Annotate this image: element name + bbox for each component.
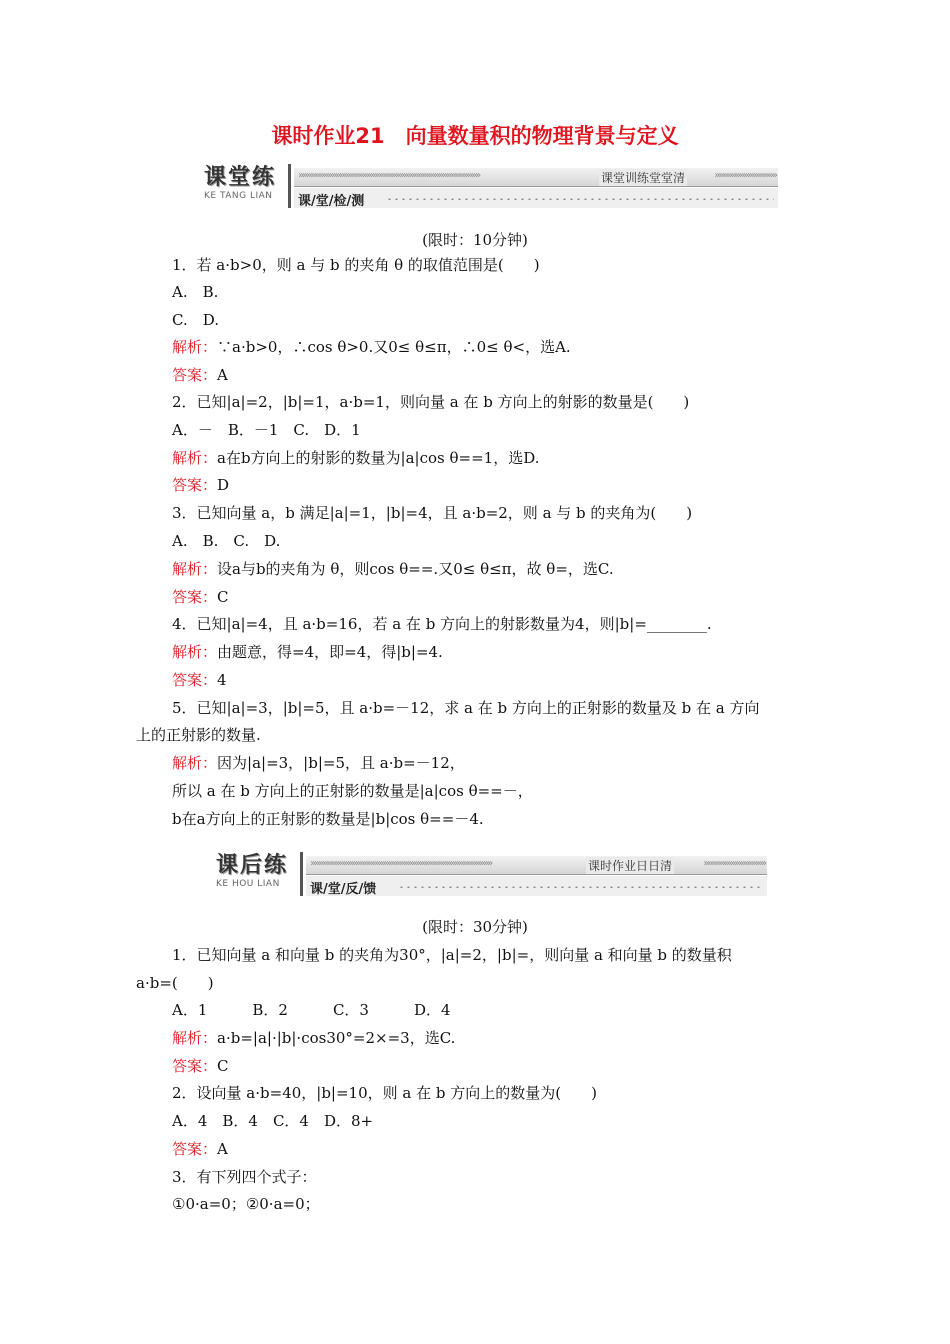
banner-logo-pinyin: KE TANG LIAN	[204, 191, 273, 201]
analysis-text: a在b方向上的射影的数量为|a|cos θ==1，选D.	[217, 449, 540, 467]
answer-text: C	[217, 1057, 229, 1075]
analysis-text: 因为|a|=3，|b|=5，且 a·b=－12，	[217, 754, 465, 772]
banner-logo	[200, 160, 288, 210]
options-line: C. D.	[172, 311, 219, 329]
question-line: 5．已知|a|=3，|b|=5，且 a·b=－12，求 a 在 b 方向上的正射影的数量及 b 在 a 方向	[172, 699, 760, 717]
question-line: 1．已知向量 a 和向量 b 的夹角为30°，|a|=2，|b|=，则向量 a 和向量 b 的数量积	[172, 946, 732, 964]
banner-logo-pinyin: KE HOU LIAN	[216, 879, 280, 889]
analysis-line	[172, 1028, 455, 1048]
banner-bottom-bar	[294, 188, 778, 208]
answer-label: 答案：	[172, 671, 218, 689]
analysis-label: 解析：	[172, 338, 218, 356]
analysis-line	[172, 559, 614, 579]
answer-label: 答案：	[172, 588, 218, 606]
banner-divider	[288, 164, 291, 208]
answer-line	[172, 670, 227, 690]
answer-text: C	[217, 588, 229, 606]
analysis-text: a·b=|a|·|b|·cos30°=2×=3，选C.	[217, 1029, 456, 1047]
analysis-label: 解析：	[172, 449, 218, 467]
options-line: A．－ B．－1 C. D．1	[172, 421, 361, 439]
banner-bottom-bar	[306, 876, 767, 896]
analysis-line	[172, 448, 539, 468]
question-line: 上的正射影的数量.	[136, 726, 261, 744]
banner-label: 课/堂/反/馈	[310, 882, 377, 897]
question-line: 2．已知|a|=2，|b|=1，a·b=1，则向量 a 在 b 方向上的射影的数量是( )	[172, 393, 690, 411]
analysis-label: 解析：	[172, 1029, 218, 1047]
answer-line	[172, 587, 229, 607]
banner-label: 课/堂/检/测	[298, 194, 365, 209]
section-banner-after-class	[212, 848, 767, 898]
analysis-label: 解析：	[172, 754, 218, 772]
banner-tagline: 课时作业日日清	[588, 859, 673, 873]
chevron-right-icon: »»»»»»»»»»»»»»»»»»»»»»»»»»»»»»»»»»»»»»»»»»»»	[310, 858, 492, 869]
options-line: A. B. C. D.	[172, 532, 281, 550]
answer-label: 答案：	[172, 1057, 218, 1075]
dotted-line	[386, 198, 774, 200]
answer-text: A	[217, 366, 228, 384]
analysis-line: b在a方向上的正射影的数量是|b|cos θ==－4.	[172, 810, 484, 828]
banner-tagline: 课堂训练堂堂清	[601, 171, 686, 185]
chevron-right-icon: »»»»»»»»»»»»»»»	[703, 858, 765, 869]
options-line: A. B.	[172, 283, 219, 301]
banner-logo-text: 课堂练	[204, 165, 277, 190]
question-line: 1．若 a·b>0，则 a 与 b 的夹角 θ 的取值范围是( )	[172, 256, 540, 274]
answer-text: D	[217, 476, 230, 494]
banner-top-bar	[306, 856, 767, 875]
analysis-text: ∵a·b>0，∴cos θ>0.又0≤ θ≤π，∴0≤ θ<，选A.	[217, 338, 571, 356]
analysis-line	[172, 337, 571, 357]
time-limit: (限时：10分钟)	[422, 231, 528, 249]
question-line: 4．已知|a|=4，且 a·b=16，若 a 在 b 方向上的射影数量为4，则|b|=________.	[172, 615, 712, 633]
answer-line	[172, 1139, 228, 1159]
question-line: ①0·a=0；②0·a=0；	[172, 1195, 320, 1213]
answer-line	[172, 365, 228, 385]
answer-text: 4	[217, 671, 227, 689]
analysis-line	[172, 642, 443, 662]
answer-text: A	[217, 1140, 228, 1158]
answer-label: 答案：	[172, 366, 218, 384]
dotted-line	[398, 886, 763, 888]
chevron-right-icon: »»»»»»»»»»»»»»»»»»»»»»»»»»»»»»»»»»»»»»»»»»»»	[298, 170, 480, 181]
options-line: A．4 B．4 C．4 D．8+	[172, 1112, 374, 1130]
answer-line	[172, 475, 229, 495]
question-line: 3．已知向量 a，b 满足|a|=1，|b|=4，且 a·b=2，则 a 与 b 的夹角为( )	[172, 504, 693, 522]
analysis-label: 解析：	[172, 560, 218, 578]
banner-divider	[300, 852, 303, 896]
question-line: a·b=( )	[136, 974, 214, 992]
answer-line	[172, 1056, 229, 1076]
options-line: A．1 B．2 C．3 D．4	[172, 1001, 451, 1019]
analysis-line	[172, 753, 465, 773]
answer-label: 答案：	[172, 476, 218, 494]
section-banner-in-class	[200, 160, 778, 210]
answer-label: 答案：	[172, 1140, 218, 1158]
analysis-text: 由题意，得=4，即=4，得|b|=4.	[217, 643, 443, 661]
chevron-right-icon: »»»»»»»»»»»»»»»	[714, 170, 776, 181]
time-limit: (限时：30分钟)	[422, 918, 528, 936]
analysis-text: 设a与b的夹角为 θ，则cos θ==.又0≤ θ≤π，故 θ=，选C.	[217, 560, 614, 578]
banner-logo	[212, 848, 300, 898]
question-line: 2．设向量 a·b=40，|b|=10，则 a 在 b 方向上的数量为( )	[172, 1084, 597, 1102]
banner-top-bar	[294, 168, 778, 187]
page-title: 课时作业21 向量数量积的物理背景与定义	[271, 124, 679, 148]
banner-logo-text: 课后练	[216, 853, 289, 878]
question-line: 3．有下列四个式子：	[172, 1168, 317, 1186]
analysis-label: 解析：	[172, 643, 218, 661]
analysis-line: 所以 a 在 b 方向上的正射影的数量是|a|cos θ==－，	[172, 782, 533, 800]
